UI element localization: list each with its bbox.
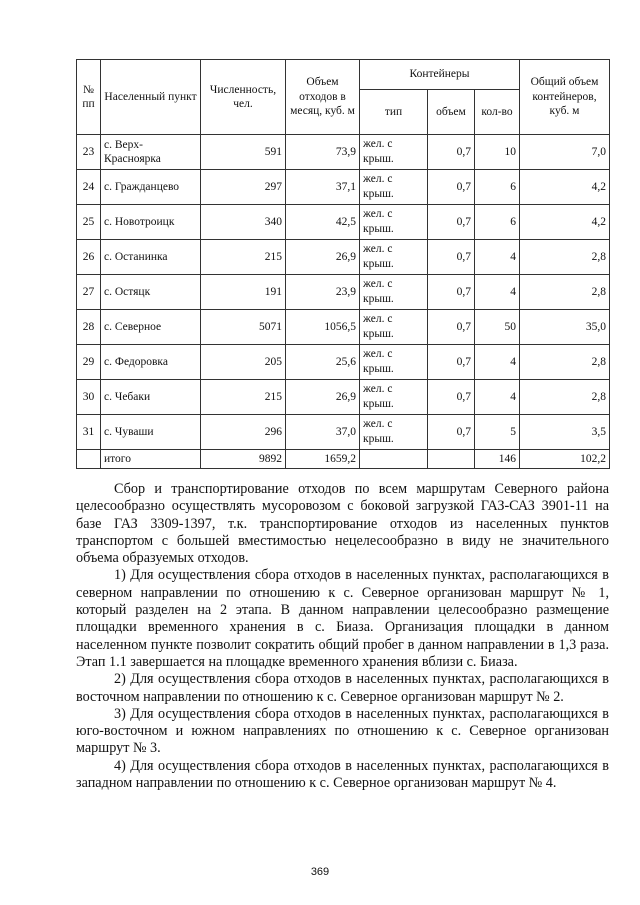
cell-settlement: с. Чуваши xyxy=(101,415,201,450)
paragraph-route-1: 1) Для осуществления сбора отходов в населенных пунктах, располагающихся в северном направлении по отношению к с. Северное организован маршрут № 1, который разделен на 2 этапа. В данном направлении целесообразно размещение площадки временного хранения в с. Биаза. Организация площадки в данном населенном пункте позволит сократить общий пробег в данном направлении в 1,3 раза. Этап 1.1 завершается на площадке временного хранения вблизи с. Биаза. xyxy=(76,567,609,670)
cell-count: 4 xyxy=(475,275,520,310)
cell-total: 3,5 xyxy=(520,415,610,450)
cell-volume: 0,7 xyxy=(428,205,475,240)
header-waste-volume: Объем отходов в месяц, куб. м xyxy=(286,60,360,135)
cell-empty xyxy=(77,450,101,469)
cell-settlement: с. Федоровка xyxy=(101,345,201,380)
table-row xyxy=(77,170,610,205)
cell-count: 6 xyxy=(475,205,520,240)
cell-type: жел. с крыш. xyxy=(360,310,428,345)
cell-population: 296 xyxy=(201,415,286,450)
cell-population: 205 xyxy=(201,345,286,380)
header-total-volume: Общий объем контейнеров, куб. м xyxy=(520,60,610,135)
cell-population: 215 xyxy=(201,240,286,275)
cell-type: жел. с крыш. xyxy=(360,205,428,240)
cell-count: 5 xyxy=(475,415,520,450)
cell-waste: 25,6 xyxy=(286,345,360,380)
cell-num: 23 xyxy=(77,135,101,170)
total-count: 146 xyxy=(475,450,520,469)
table-row xyxy=(77,415,610,450)
cell-total: 2,8 xyxy=(520,345,610,380)
cell-settlement: с. Гражданцево xyxy=(101,170,201,205)
cell-volume: 0,7 xyxy=(428,415,475,450)
cell-volume: 0,7 xyxy=(428,170,475,205)
cell-num: 28 xyxy=(77,310,101,345)
paragraph-route-3: 3) Для осуществления сбора отходов в населенных пунктах, располагающихся в юго-восточном и южном направлениях по отношению к с. Северное организован маршрут № 3. xyxy=(76,705,609,757)
cell-empty xyxy=(428,450,475,469)
cell-volume: 0,7 xyxy=(428,240,475,275)
cell-type: жел. с крыш. xyxy=(360,275,428,310)
cell-settlement: с. Новотроицк xyxy=(101,205,201,240)
header-num: № пп xyxy=(77,60,101,135)
cell-settlement: с. Останинка xyxy=(101,240,201,275)
header-settlement: Населенный пункт xyxy=(101,60,201,135)
cell-num: 25 xyxy=(77,205,101,240)
cell-settlement: с. Верх-Красноярка xyxy=(101,135,201,170)
cell-population: 297 xyxy=(201,170,286,205)
header-containers: Контейнеры xyxy=(360,60,520,90)
cell-waste: 37,1 xyxy=(286,170,360,205)
cell-total: 2,8 xyxy=(520,275,610,310)
cell-num: 30 xyxy=(77,380,101,415)
cell-volume: 0,7 xyxy=(428,380,475,415)
header-population: Численность, чел. xyxy=(201,60,286,135)
cell-count: 4 xyxy=(475,345,520,380)
paragraph-route-4: 4) Для осуществления сбора отходов в населенных пунктах, располагающихся в западном направлении по отношению к с. Северное организован маршрут № 4. xyxy=(76,757,609,792)
table-row xyxy=(77,345,610,380)
paragraph-route-2: 2) Для осуществления сбора отходов в населенных пунктах, располагающихся в восточном направлении по отношению к с. Северное организован маршрут № 2. xyxy=(76,671,609,705)
cell-type: жел. с крыш. xyxy=(360,170,428,205)
total-population: 9892 xyxy=(201,450,286,469)
cell-total: 7,0 xyxy=(520,135,610,170)
cell-waste: 37,0 xyxy=(286,415,360,450)
header-container-volume: объем xyxy=(428,90,475,135)
cell-count: 4 xyxy=(475,240,520,275)
cell-total: 35,0 xyxy=(520,310,610,345)
cell-population: 591 xyxy=(201,135,286,170)
cell-type: жел. с крыш. xyxy=(360,415,428,450)
cell-total: 4,2 xyxy=(520,170,610,205)
table-row xyxy=(77,380,610,415)
table-total-row xyxy=(77,450,610,469)
cell-count: 50 xyxy=(475,310,520,345)
cell-type: жел. с крыш. xyxy=(360,240,428,275)
total-volume: 102,2 xyxy=(520,450,610,469)
cell-count: 6 xyxy=(475,170,520,205)
paragraph-intro: Сбор и транспортирование отходов по всем маршрутам Северного района целесообразно осуществлять мусоровозом с боковой загрузкой ГАЗ-САЗ 3901-11 на базе ГАЗ 3309-1397, т.к. транспортирование отходов из населенных пунктов транспортом с большей вместимостью нецелесообразно в виду не значительного объема образуемых отходов. xyxy=(76,481,609,567)
cell-volume: 0,7 xyxy=(428,275,475,310)
cell-num: 24 xyxy=(77,170,101,205)
cell-total: 2,8 xyxy=(520,380,610,415)
cell-num: 31 xyxy=(77,415,101,450)
cell-settlement: с. Северное xyxy=(101,310,201,345)
cell-num: 26 xyxy=(77,240,101,275)
table-row xyxy=(77,310,610,345)
cell-waste: 73,9 xyxy=(286,135,360,170)
cell-settlement: с. Остяцк xyxy=(101,275,201,310)
cell-volume: 0,7 xyxy=(428,345,475,380)
cell-population: 5071 xyxy=(201,310,286,345)
cell-type: жел. с крыш. xyxy=(360,380,428,415)
header-container-count: кол-во xyxy=(475,90,520,135)
containers-table xyxy=(76,59,610,469)
cell-total: 2,8 xyxy=(520,240,610,275)
total-waste: 1659,2 xyxy=(286,450,360,469)
cell-count: 10 xyxy=(475,135,520,170)
cell-waste: 42,5 xyxy=(286,205,360,240)
cell-waste: 26,9 xyxy=(286,380,360,415)
cell-waste: 23,9 xyxy=(286,275,360,310)
header-container-type: тип xyxy=(360,90,428,135)
cell-population: 191 xyxy=(201,275,286,310)
cell-type: жел. с крыш. xyxy=(360,345,428,380)
cell-type: жел. с крыш. xyxy=(360,135,428,170)
total-label: итого xyxy=(101,450,201,469)
cell-volume: 0,7 xyxy=(428,135,475,170)
cell-population: 215 xyxy=(201,380,286,415)
table-row xyxy=(77,240,610,275)
cell-volume: 0,7 xyxy=(428,310,475,345)
cell-population: 340 xyxy=(201,205,286,240)
table-row xyxy=(77,135,610,170)
cell-num: 29 xyxy=(77,345,101,380)
cell-total: 4,2 xyxy=(520,205,610,240)
table-row xyxy=(77,275,610,310)
cell-waste: 1056,5 xyxy=(286,310,360,345)
cell-count: 4 xyxy=(475,380,520,415)
table-row xyxy=(77,205,610,240)
body-text xyxy=(76,481,609,792)
cell-empty xyxy=(360,450,428,469)
cell-waste: 26,9 xyxy=(286,240,360,275)
page-number: 369 xyxy=(310,866,330,878)
cell-num: 27 xyxy=(77,275,101,310)
cell-settlement: с. Чебаки xyxy=(101,380,201,415)
